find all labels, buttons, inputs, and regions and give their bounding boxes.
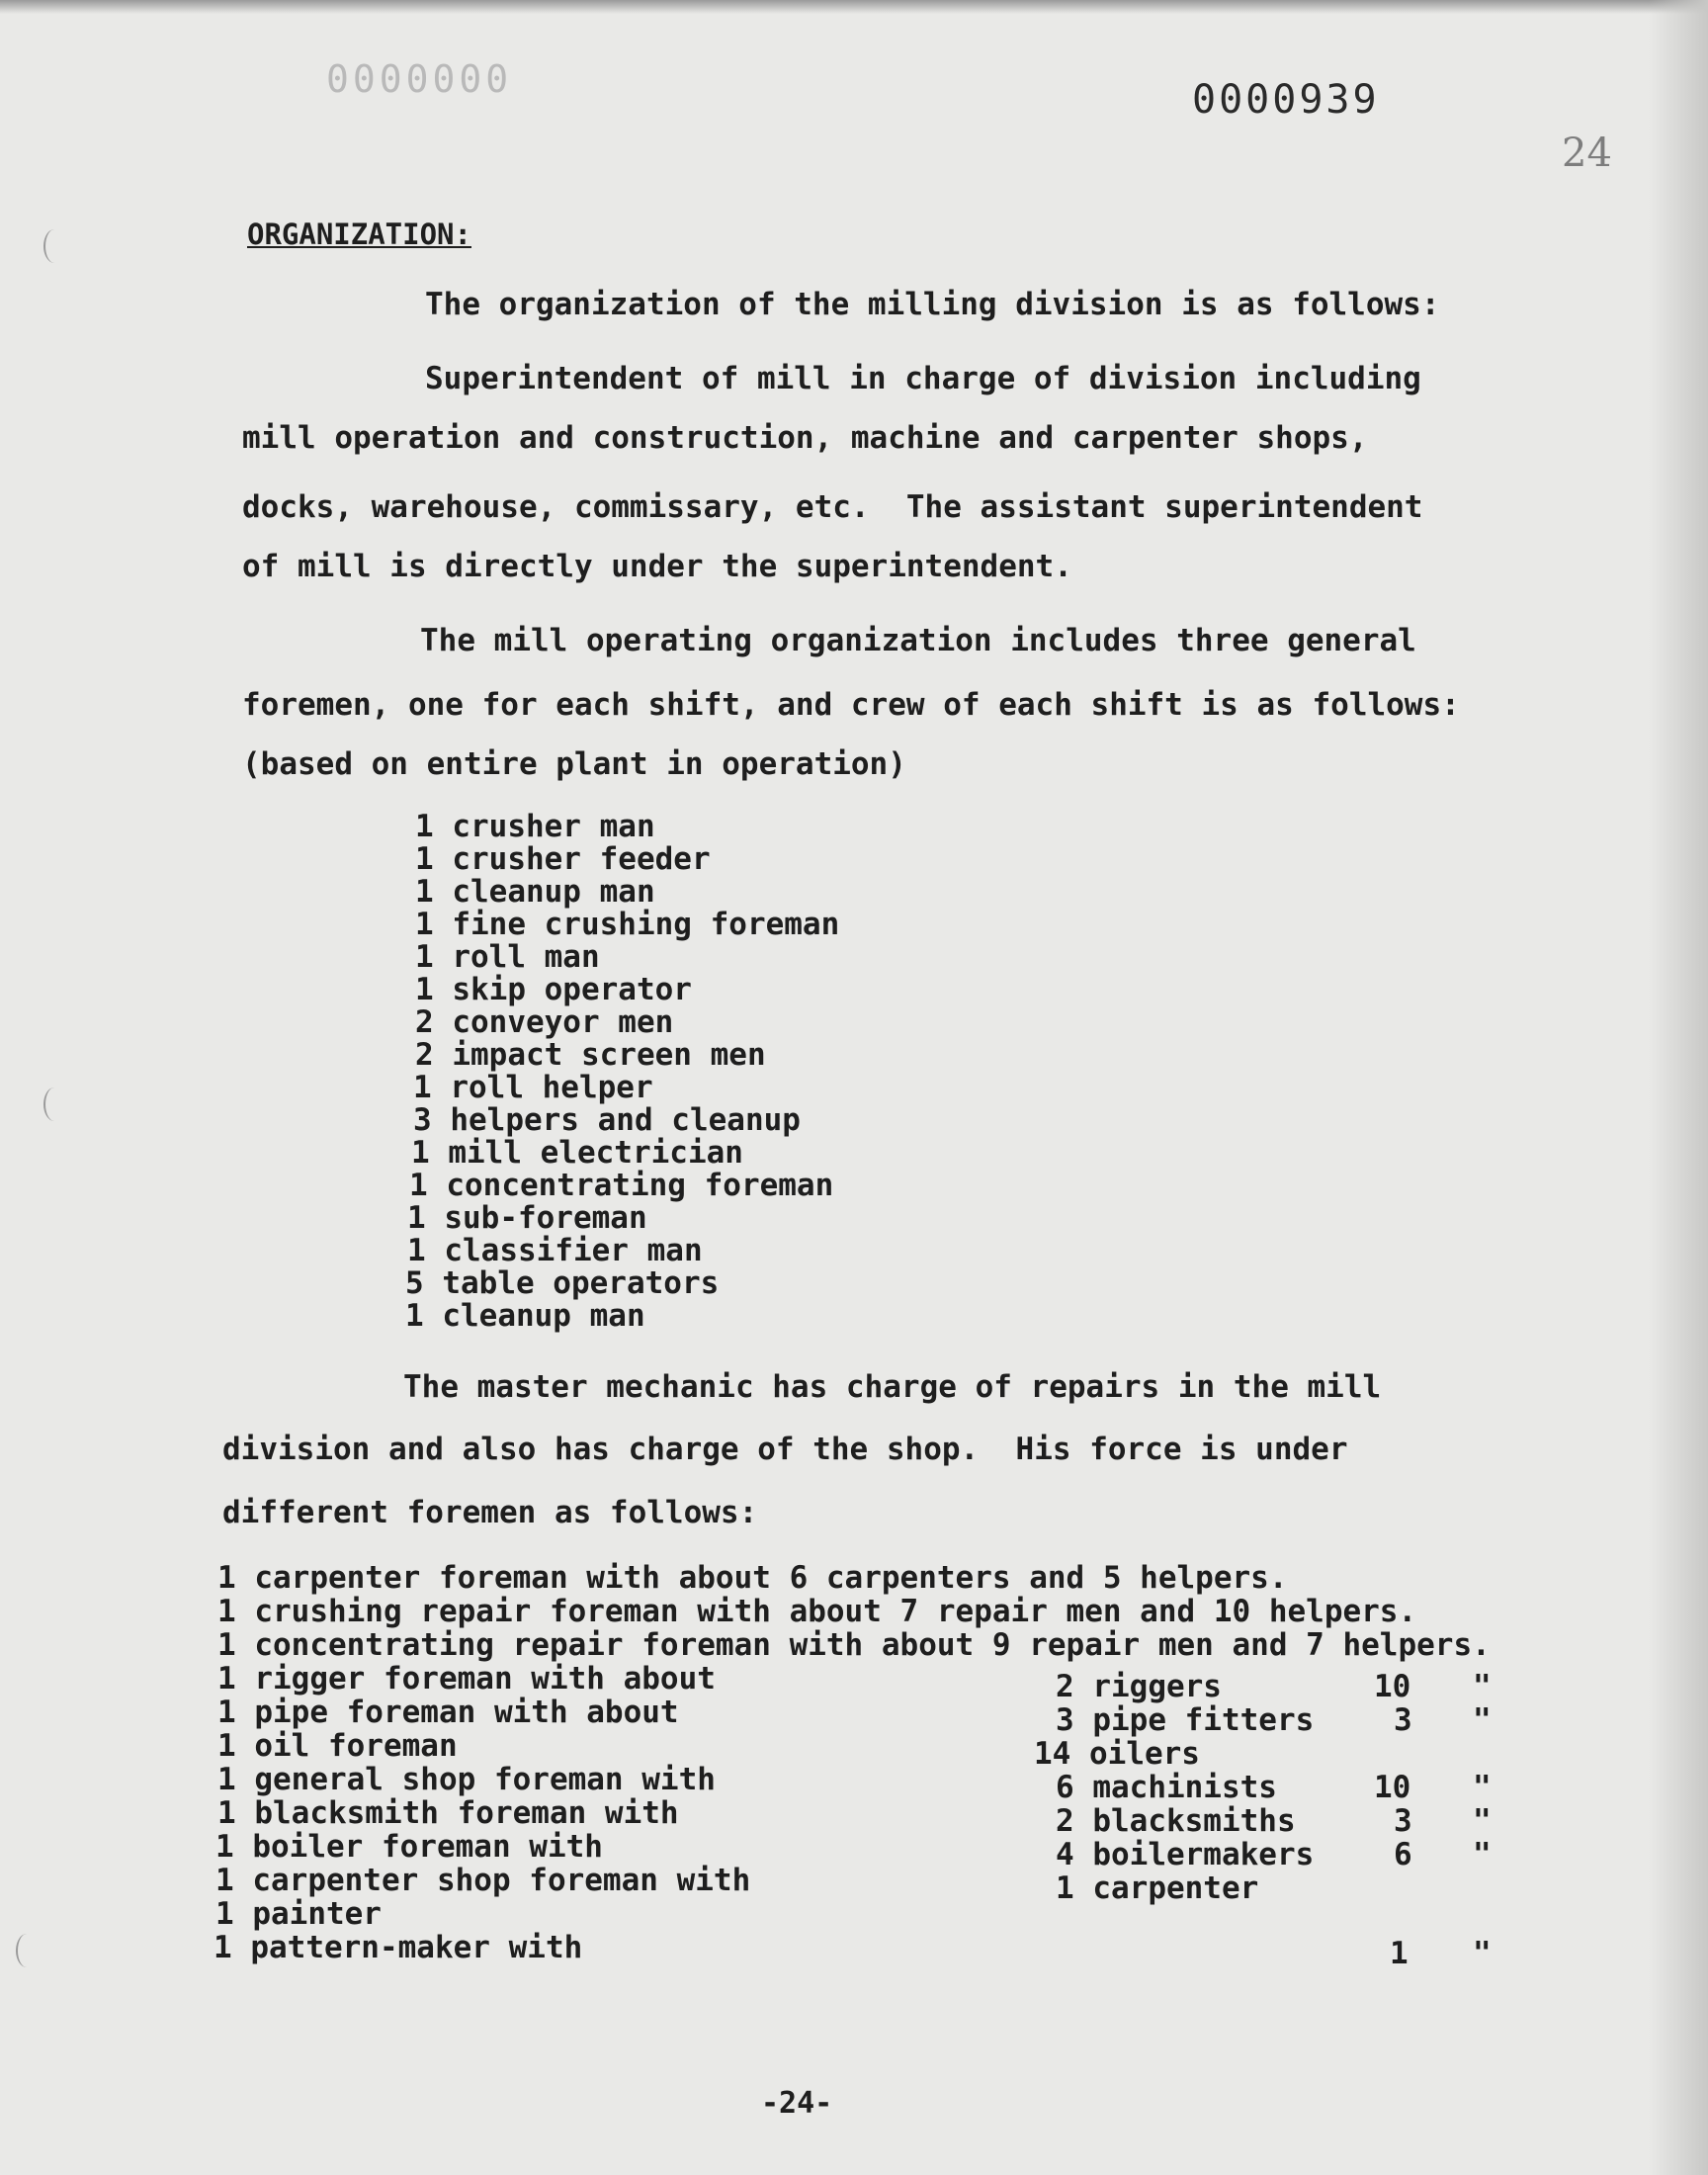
paragraph-line: division and also has charge of the shop. His force is under [222, 1432, 1348, 1467]
crew-list-item: 1 cleanup man [405, 1298, 645, 1334]
foreman-name: 1 carpenter shop foreman with [215, 1863, 751, 1898]
ditto-mark: " [1473, 1669, 1492, 1704]
crew-list-item: 1 roll man [415, 939, 600, 975]
faded-stamp-number: 0000000 [326, 57, 513, 101]
crew-list-item: 1 fine crushing foreman [415, 907, 840, 942]
paragraph-line: (based on entire plant in operation) [242, 746, 906, 782]
foreman-name: 1 boiler foreman with [215, 1829, 603, 1865]
workers-count: 3 pipe fitters [1056, 1702, 1315, 1738]
foreman-name: 1 rigger foreman with about [217, 1661, 716, 1696]
crew-list-item: 1 roll helper [413, 1070, 653, 1105]
crew-list-item: 2 impact screen men [415, 1037, 766, 1073]
section-heading: ORGANIZATION: [247, 218, 471, 251]
paragraph-line: docks, warehouse, commissary, etc. The assistant superintendent [242, 489, 1423, 525]
paragraph-line: foremen, one for each shift, and crew of each shift is as follows: [242, 687, 1460, 723]
crew-list-item: 1 crusher feeder [415, 841, 711, 877]
workers-count: 2 blacksmiths [1056, 1803, 1296, 1839]
helpers-count: 1 [1390, 1936, 1409, 1971]
crew-list-item: 1 sub-foreman [407, 1200, 647, 1236]
workers-count: 6 machinists [1056, 1770, 1277, 1805]
foreman-line: 1 crushing repair foreman with about 7 repair men and 10 helpers. [217, 1594, 1417, 1629]
crew-list-item: 2 conveyor men [415, 1004, 674, 1040]
paragraph-line: of mill is directly under the superintendent. [242, 549, 1072, 584]
punch-hole-mark [16, 1934, 38, 1967]
ditto-mark: " [1473, 1936, 1492, 1971]
foreman-name: 1 blacksmith foreman with [217, 1795, 679, 1831]
foreman-name: 1 painter [215, 1896, 382, 1932]
workers-count: 2 riggers [1056, 1669, 1222, 1704]
paragraph-line: The master mechanic has charge of repairs in the mill [403, 1369, 1382, 1405]
workers-count: 1 carpenter [1056, 1870, 1259, 1906]
foreman-line: 1 concentrating repair foreman with about 9 repair men and 7 helpers. [217, 1627, 1491, 1663]
helpers-count: 10 [1374, 1669, 1411, 1704]
foreman-name: 1 pattern-maker with [214, 1930, 583, 1965]
helpers-count: 3 [1394, 1702, 1412, 1738]
foreman-name: 1 oil foreman [217, 1728, 458, 1764]
crew-list-item: 3 helpers and cleanup [413, 1102, 801, 1138]
paragraph-line: different foremen as follows: [222, 1495, 758, 1530]
document-number: 0000939 [1192, 77, 1380, 123]
paragraph-line: Superintendent of mill in charge of division including [425, 361, 1421, 396]
ditto-mark: " [1473, 1770, 1492, 1805]
helpers-count: 6 [1394, 1837, 1412, 1872]
crew-list-item: 1 mill electrician [411, 1135, 743, 1171]
crew-list-item: 1 classifier man [407, 1233, 703, 1268]
crew-list-item: 1 crusher man [415, 809, 655, 844]
paragraph-line: The organization of the milling division is as follows: [425, 287, 1440, 322]
foreman-line: 1 carpenter foreman with about 6 carpenters and 5 helpers. [217, 1560, 1288, 1596]
crew-list-item: 1 skip operator [415, 972, 692, 1007]
punch-hole-mark [43, 1088, 65, 1121]
corner-page-number: 24 [1562, 130, 1612, 176]
ditto-mark: " [1473, 1803, 1492, 1839]
workers-count: 14 oilers [1034, 1736, 1200, 1772]
foreman-name: 1 pipe foreman with about [217, 1695, 679, 1730]
helpers-count: 10 [1374, 1770, 1411, 1805]
ditto-mark: " [1473, 1837, 1492, 1872]
ditto-mark: " [1473, 1702, 1492, 1738]
page-footer-number: -24- [761, 2086, 833, 2121]
punch-hole-mark [43, 229, 65, 263]
crew-list-item: 1 concentrating foreman [409, 1168, 834, 1203]
crew-list-item: 1 cleanup man [415, 874, 655, 910]
helpers-count: 3 [1394, 1803, 1412, 1839]
foreman-name: 1 general shop foreman with [217, 1762, 716, 1797]
paragraph-line: The mill operating organization includes three general [420, 623, 1416, 658]
crew-list-item: 5 table operators [405, 1265, 720, 1301]
workers-count: 4 boilermakers [1056, 1837, 1315, 1872]
paragraph-line: mill operation and construction, machine and carpenter shops, [242, 420, 1368, 456]
